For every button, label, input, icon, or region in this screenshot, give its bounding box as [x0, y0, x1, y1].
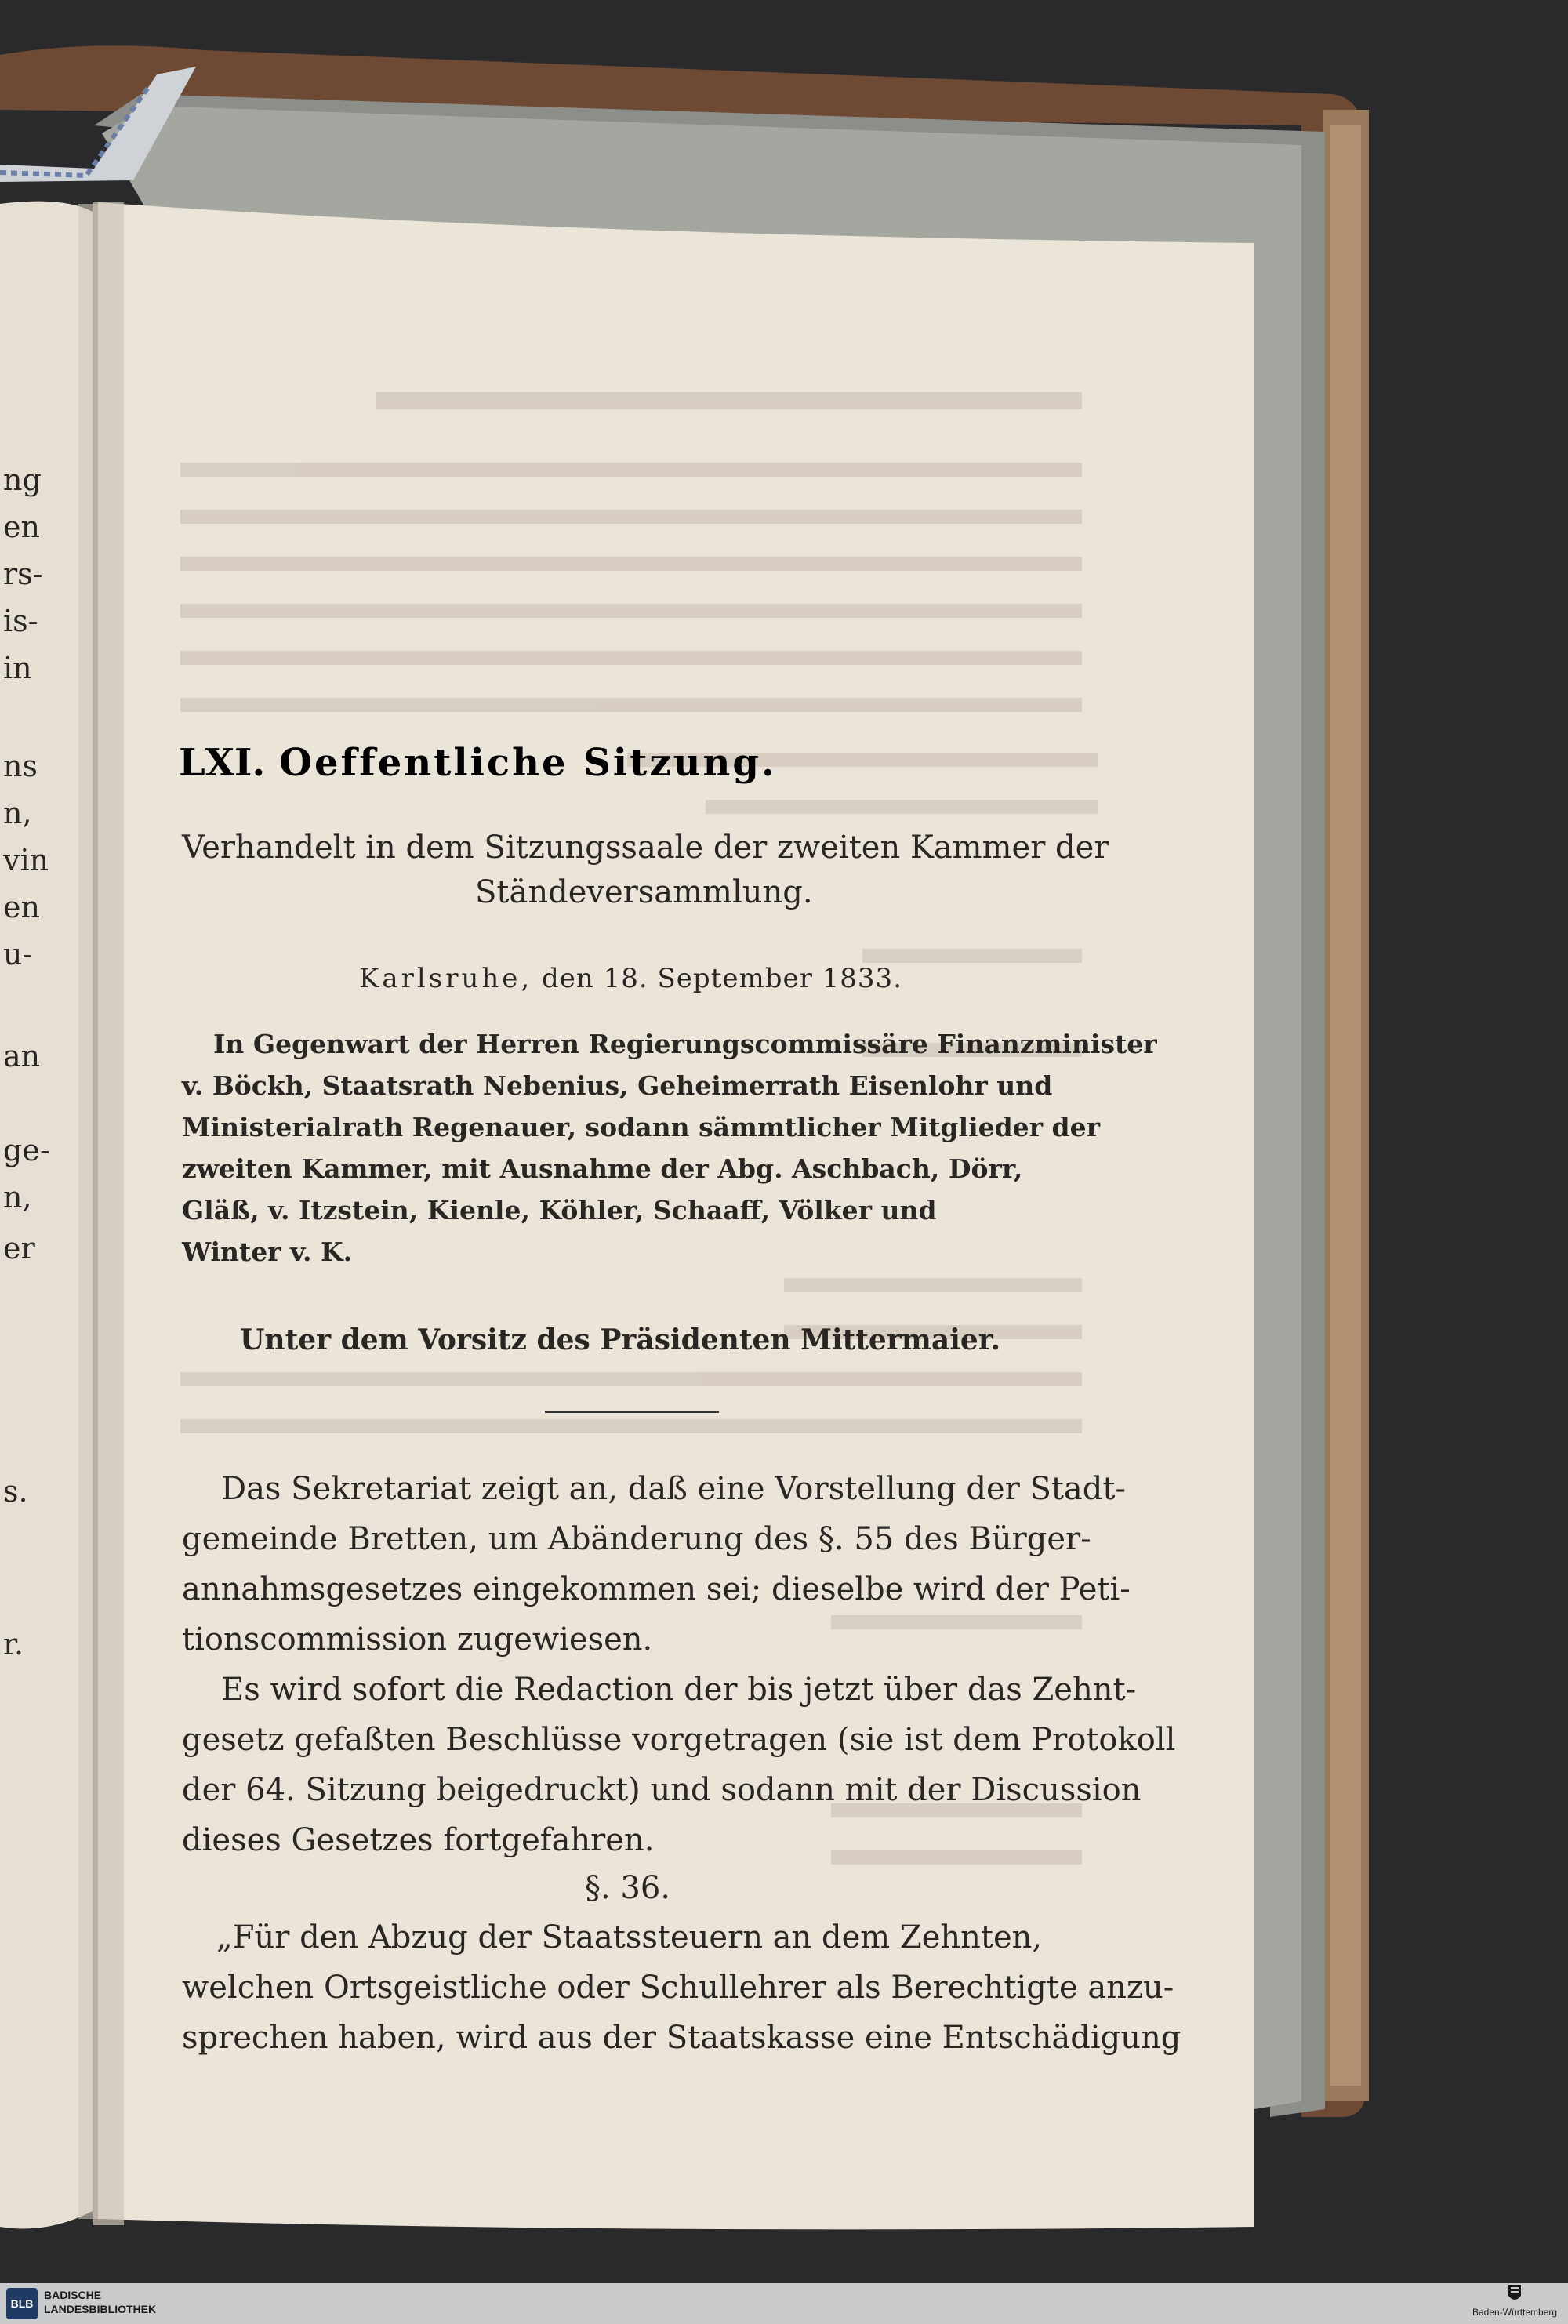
date-place: Karlsruhe, [359, 963, 533, 994]
left-fragment: an [3, 1039, 41, 1073]
date-rest: den 18. September 1833. [532, 963, 902, 994]
library-logo-text: BLB [10, 2297, 34, 2310]
library-logo [6, 2288, 38, 2319]
separator-rule [545, 1411, 719, 1413]
left-fragment: ge- [3, 1133, 50, 1167]
left-fragment: rs- [3, 557, 43, 591]
attendance-line: Winter v. K. [182, 1236, 353, 1267]
heading-number: LXI. [179, 741, 266, 785]
footer-bar [0, 2283, 1568, 2324]
left-fragment: en [3, 510, 40, 544]
paragraph-line: gesetz gefaßten Beschlüsse vorgetragen (sie ist dem Protokoll [182, 1722, 1176, 1758]
library-name-line1: BADISCHE [44, 2289, 102, 2301]
left-fragment: in [3, 651, 32, 685]
paragraph-line: dieses Gesetzes fortgefahren. [182, 1822, 655, 1858]
chair-line: Unter dem Vorsitz des Präsidenten Mittermaier. [240, 1324, 1000, 1356]
crest-caption: Baden-Württemberg [1472, 2307, 1558, 2318]
attendance-line: Gläß, v. Itzstein, Kienle, Köhler, Schaaff, Völker und [182, 1195, 937, 1226]
attendance-line: v. Böckh, Staatsrath Nebenius, Geheimerrath Eisenlohr und [182, 1070, 1053, 1101]
paragraph-line: Es wird sofort die Redaction der bis jetzt über das Zehnt- [221, 1672, 1137, 1708]
attendance-line: In Gegenwart der Herren Regierungscommissäre Finanzminister [213, 1029, 1157, 1059]
library-name [44, 2288, 156, 2316]
left-fragment: u- [3, 937, 33, 971]
paragraph-line: sprechen haben, wird aus der Staatskasse eine Entschädigung [182, 2020, 1181, 2056]
paragraph-line: tionscommission zugewiesen. [182, 1621, 653, 1658]
paragraph-line: annahmsgesetzes eingekommen sei; dieselbe wird der Peti- [182, 1571, 1131, 1607]
attendance-line: Ministerialrath Regenauer, sodann sämmtlicher Mitglieder der [182, 1112, 1101, 1142]
left-fragment: vin [3, 843, 49, 877]
left-fragment: s. [3, 1474, 28, 1509]
paragraph-line: „Für den Abzug der Staatssteuern an dem Zehnten, [216, 1919, 1043, 1955]
left-fragment: n, [3, 1180, 32, 1215]
date-line [359, 963, 902, 994]
library-name-line2: LANDESBIBLIOTHEK [44, 2303, 157, 2315]
left-fragment: er [3, 1231, 35, 1265]
paragraph-line: Das Sekretariat zeigt an, daß eine Vorstellung der Stadt- [221, 1471, 1126, 1507]
left-fragment: ng [3, 463, 42, 497]
session-heading [179, 741, 908, 785]
subheading-line: Ständeversammlung. [475, 874, 813, 910]
paragraph-line: welchen Ortsgeistliche oder Schullehrer als Berechtigte anzu- [182, 1970, 1174, 2006]
subheading-line: Verhandelt in dem Sitzungssaale der zweiten Kammer der [182, 830, 1109, 866]
heading-title: Oeffentliche Sitzung. [279, 741, 777, 785]
attendance-line: zweiten Kammer, mit Ausnahme der Abg. Aschbach, Dörr, [182, 1153, 1023, 1184]
paragraph-line: gemeinde Bretten, um Abänderung des §. 55 des Bürger- [182, 1521, 1091, 1557]
paragraph-line: der 64. Sitzung beigedruckt) und sodann mit der Discussion [182, 1772, 1142, 1808]
section-number: §. 36. [585, 1870, 671, 1906]
left-fragment: ns [3, 749, 38, 783]
left-fragment: r. [3, 1627, 24, 1661]
crest-icon [1499, 2283, 1530, 2305]
left-fragment: en [3, 890, 40, 924]
left-fragment: is- [3, 604, 38, 638]
left-fragment: n, [3, 796, 32, 830]
